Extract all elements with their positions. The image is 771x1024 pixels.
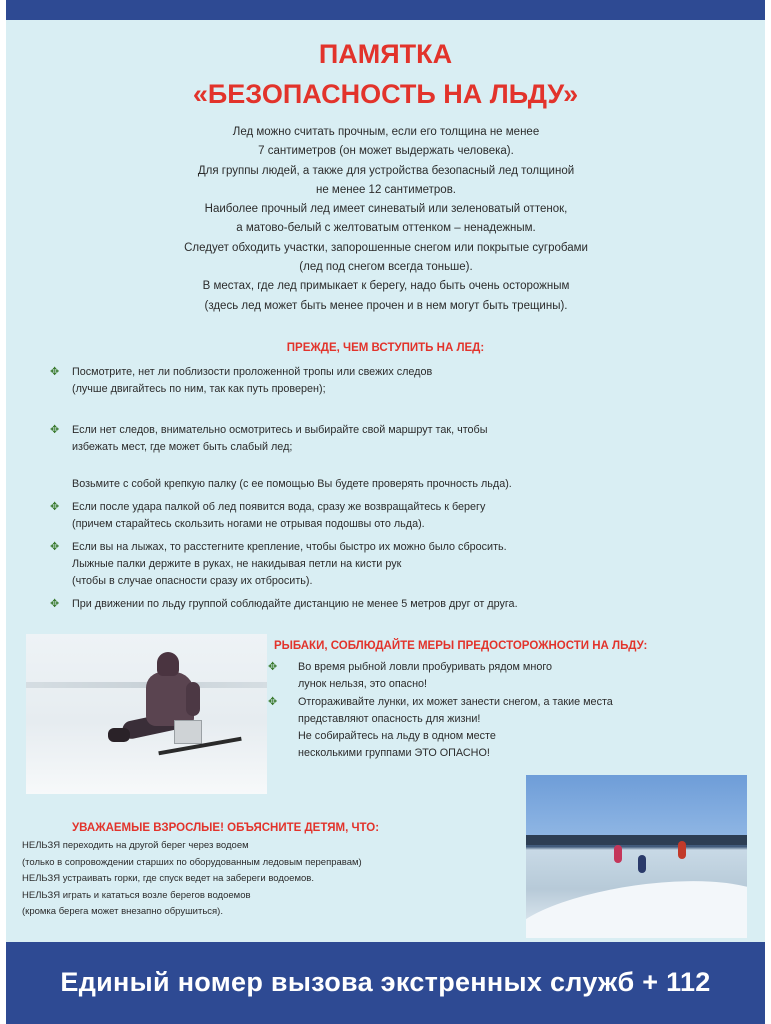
fishers-heading: РЫБАКИ, СОБЛЮДАЙТЕ МЕРЫ ПРЕДОСТОРОЖНОСТИ НА ЛЬДУ: bbox=[274, 640, 648, 652]
tip-item bbox=[50, 596, 750, 613]
diamond-bullet-icon: ✥ bbox=[50, 424, 60, 436]
tip-item bbox=[268, 694, 758, 729]
fishers-tips bbox=[268, 659, 758, 763]
intro-line: 7 сантиметров (он может выдержать человека). bbox=[258, 145, 514, 158]
tip-text: Если после удара палкой об лед появится вода, сразу же возвращайтесь к берегу (причем старайтесь скользить ногами не отрывая подошвы ото льда). bbox=[72, 501, 486, 530]
diamond-bullet-icon: ✥ bbox=[268, 695, 278, 708]
adults-rules bbox=[22, 838, 522, 921]
diamond-bullet-icon: ✥ bbox=[50, 598, 60, 610]
tip-text: Если вы на лыжах, то расстегните крепление, чтобы быстро их можно было сбросить. Лыжные палки держите в руках, не накидывая петли на кисти рук (чтобы в случае опасности сразу их отбросить). bbox=[72, 541, 507, 587]
intro-line: В местах, где лед примыкает к берегу, надо быть очень осторожным bbox=[202, 280, 570, 293]
fishers-warning: Не собирайтесь на льду в одном месте несколькими группами ЭТО ОПАСНО! bbox=[298, 730, 496, 760]
tip-item bbox=[50, 422, 750, 456]
rule-line: НЕЛЬЗЯ переходить на другой берег через водоем bbox=[22, 840, 249, 851]
rule-line: НЕЛЬЗЯ устраивать горки, где спуск ведет на забереги водоемов. bbox=[22, 873, 314, 884]
tip-text: Если нет следов, внимательно осмотритесь и выбирайте свой маршрут так, чтобы избежать мест, где может быть слабый лед; bbox=[72, 424, 488, 453]
before-ice-heading: ПРЕЖДЕ, ЧЕМ ВСТУПИТЬ НА ЛЕД: bbox=[286, 342, 485, 354]
tip-text: Во время рыбной ловли пробуривать рядом много лунок нельзя, это опасно! bbox=[298, 661, 553, 691]
rule-line: (только в сопровождении старших по оборудованным ледовым переправам) bbox=[22, 856, 362, 868]
intro-line: Наиболее прочный лед имеет синеватый или зеленоватый оттенок, bbox=[204, 203, 568, 216]
intro-line: Лед можно считать прочным, если его толщина не менее bbox=[232, 126, 540, 138]
intro-line: (здесь лед может быть менее прочен и в нем могут быть трещины). bbox=[204, 299, 568, 312]
safety-poster bbox=[6, 0, 765, 1024]
emergency-number-text: Единый номер вызова экстренных служб + 112 bbox=[60, 967, 711, 997]
diamond-bullet-icon: ✥ bbox=[50, 366, 60, 378]
tip-item bbox=[50, 364, 750, 398]
tip-text: Посмотрите, нет ли поблизости проложенной тропы или свежих следов (лучше двигайтесь по ним, так как путь проверен); bbox=[72, 366, 433, 395]
diamond-bullet-icon: ✥ bbox=[50, 501, 60, 513]
intro-paragraph bbox=[66, 123, 706, 316]
poster-title bbox=[6, 34, 765, 114]
tip-item bbox=[268, 659, 758, 694]
tip-item bbox=[50, 499, 750, 533]
diamond-bullet-icon: ✥ bbox=[50, 541, 60, 553]
title-line-2: «БЕЗОПАСНОСТЬ НА ЛЬДУ» bbox=[192, 79, 579, 109]
rule-line: НЕЛЬЗЯ играть и кататься возле берегов водоемов bbox=[22, 889, 251, 901]
stick-note: Возьмите с собой крепкую палку (с ее помощью Вы будете проверять прочность льда). bbox=[72, 478, 512, 490]
intro-line: а матово-белый с желтоватым оттенком – ненадежным. bbox=[236, 222, 536, 235]
tip-text: Отгораживайте лунки, их может занести снегом, а такие места представляют опасность для жизни! bbox=[298, 695, 613, 725]
intro-line: Следует обходить участки, запорошенные снегом или покрытые сугробами bbox=[184, 241, 588, 254]
top-stripe bbox=[6, 0, 765, 20]
title-line-1: ПАМЯТКА bbox=[318, 39, 453, 69]
children-on-ice-photo bbox=[526, 775, 747, 938]
tip-text: При движении по льду группой соблюдайте дистанцию не менее 5 метров друг от друга. bbox=[72, 598, 518, 610]
intro-line: Для группы людей, а также для устройства безопасный лед толщиной bbox=[197, 164, 575, 177]
intro-line: (лед под снегом всегда тоньше). bbox=[299, 261, 473, 274]
intro-line: не менее 12 сантиметров. bbox=[315, 183, 457, 196]
ice-fisherman-photo bbox=[26, 634, 267, 794]
rule-line: (кромка берега может внезапно обрушиться). bbox=[22, 906, 223, 917]
tip-item bbox=[50, 539, 750, 590]
adults-heading: УВАЖАЕМЫЕ ВЗРОСЛЫЕ! ОБЪЯСНИТЕ ДЕТЯМ, ЧТО: bbox=[72, 822, 380, 834]
before-ice-tips bbox=[50, 364, 750, 613]
diamond-bullet-icon: ✥ bbox=[268, 661, 278, 673]
